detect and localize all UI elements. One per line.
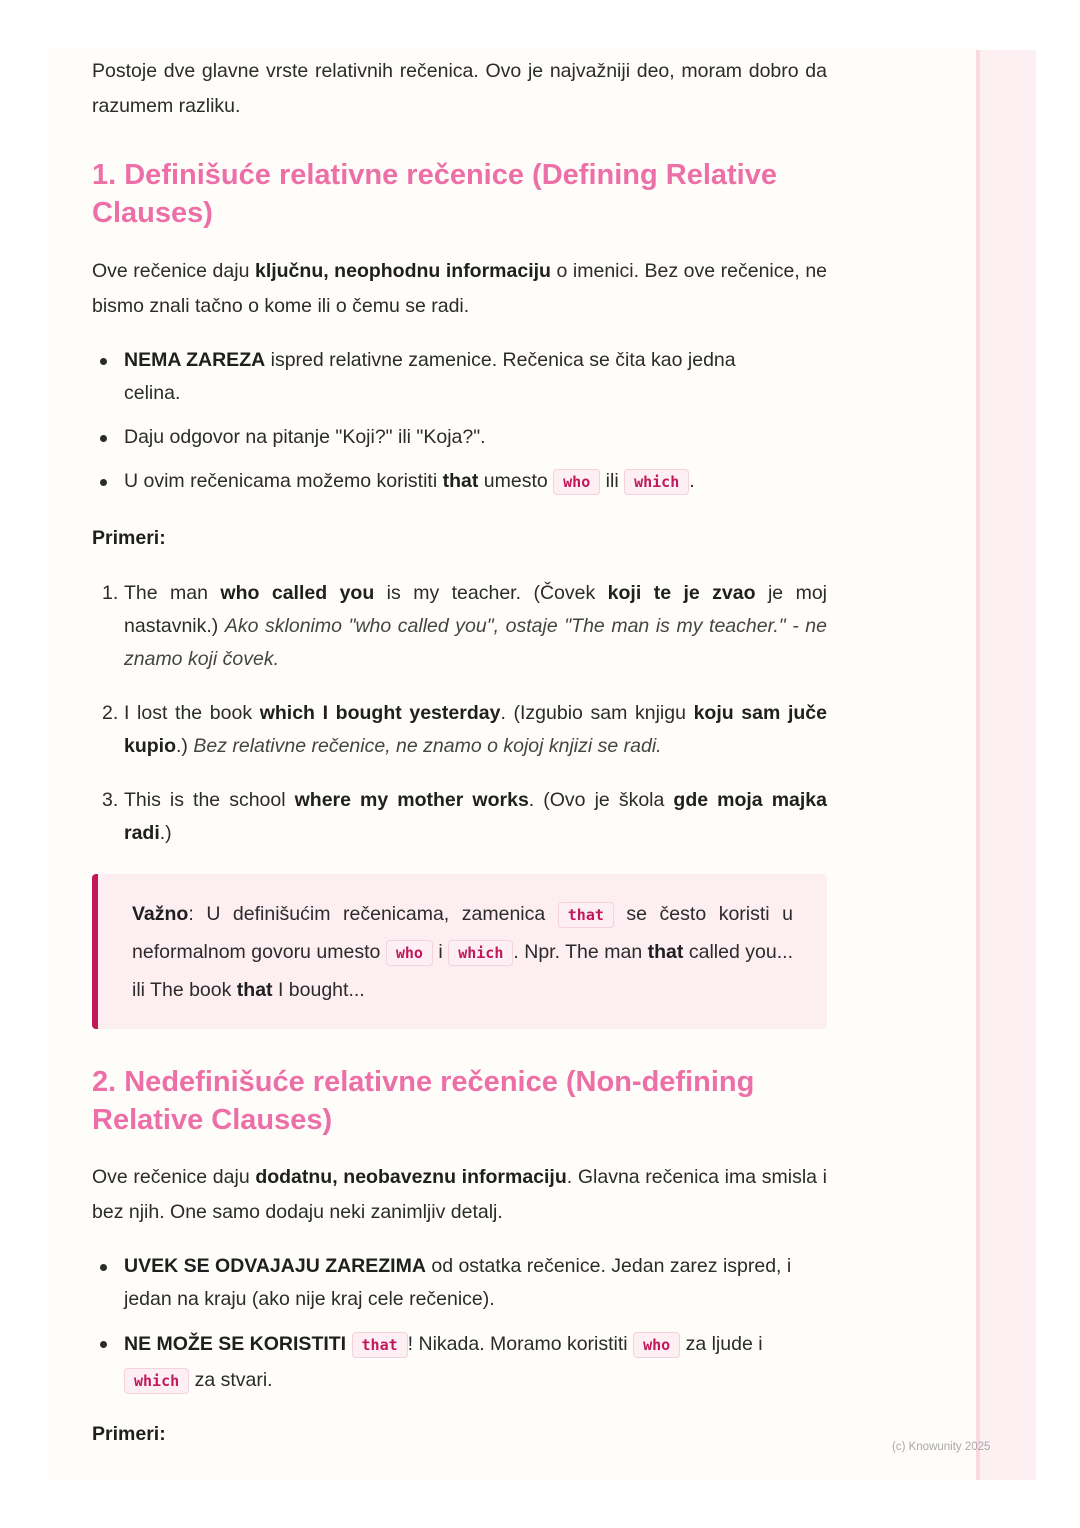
document-content: [92, 52, 827, 1452]
code-which: which: [124, 1368, 189, 1394]
section1-examples-label: Primeri:: [92, 527, 166, 549]
example-item: 3. This is the school where my mother works. (Ovo je škola gde moja majka radi.): [102, 789, 827, 844]
important-callout: Važno: U definišućim rečenicama, zamenica that se često koristi u neformalnom govoru umesto who i which . Npr. The man that called you... ili The book that I bought...: [92, 874, 827, 1029]
side-stripe: [976, 50, 1036, 1480]
list-item: NE MOŽE SE KORISTITI that ! Nikada. Moramo koristiti who za ljude i which za stvari.: [124, 1327, 827, 1399]
code-which: which: [624, 469, 689, 495]
section2-examples-label: Primeri:: [92, 1423, 166, 1445]
intro-paragraph: Postoje dve glavne vrste relativnih rečenica. Ovo je najvažniji deo, moram dobro da razumem razliku.: [92, 60, 827, 117]
list-item: NEMA ZAREZA ispred relativne zamenice. Rečenica se čita kao jedna celina.: [124, 344, 827, 410]
code-that: that: [558, 902, 614, 928]
code-that: that: [352, 1332, 408, 1358]
section2-description: Ove rečenice daju dodatnu, neobaveznu informaciju. Glavna rečenica ima smisla i bez njih. One samo dodaju neki zanimljiv detalj.: [92, 1166, 827, 1223]
list-item: Daju odgovor na pitanje "Koji?" ili "Koja?".: [124, 421, 827, 454]
code-who: who: [633, 1332, 680, 1358]
code-who: who: [386, 940, 433, 966]
section2-heading: 2. Nedefinišuće relativne rečenice (Non-defining Relative Clauses): [92, 1066, 755, 1136]
section1-bullets: [92, 344, 827, 499]
list-item: U ovim rečenicama možemo koristiti that umesto who ili which .: [124, 465, 827, 499]
section1-heading: 1. Definišuće relativne rečenice (Defining Relative Clauses): [92, 159, 777, 229]
section1-description: Ove rečenice daju ključnu, neophodnu informaciju o imenici. Bez ove rečenice, ne bismo znali tačno o kome ili o čemu se radi.: [92, 260, 828, 317]
code-who: who: [553, 469, 600, 495]
section2-bullets: [92, 1250, 827, 1399]
copyright-footer: (c) Knowunity 2025: [892, 1441, 991, 1453]
example-item: 1. The man who called you is my teacher. (Čovek koji te je zvao je moj nastavnik.) Ako sklonimo "who called you", ostaje "The man is my teacher." - ne znamo koji čovek.: [102, 582, 828, 670]
section1-examples: [92, 577, 827, 850]
list-item: UVEK SE ODVAJAJU ZAREZIMA od ostatka rečenice. Jedan zarez ispred, i jedan na kraju (ako nije kraj cele rečenice).: [124, 1250, 827, 1316]
example-item: 2. I lost the book which I bought yesterday. (Izgubio sam knjigu koju sam juče kupio.) Bez relativne rečenice, ne znamo o kojoj knjizi se radi.: [102, 702, 827, 757]
code-which: which: [448, 940, 513, 966]
